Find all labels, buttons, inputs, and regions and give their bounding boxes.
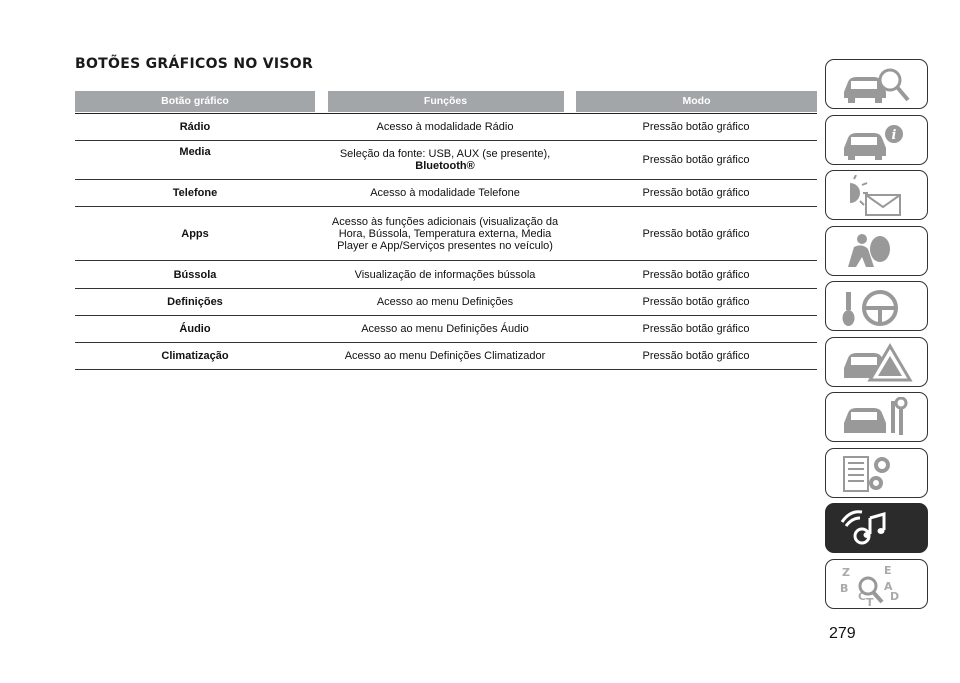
warning-light-message-icon: [840, 175, 916, 217]
table-row: [75, 261, 817, 289]
chapter-tab-starting-driving[interactable]: [825, 281, 928, 331]
row-mode: Pressão botão gráfico: [642, 296, 750, 308]
car-wrench-icon: [840, 397, 916, 439]
index-letter: B: [840, 581, 849, 595]
function-line: Acesso ao menu Definições: [376, 296, 514, 308]
chapter-tab-safety-lights[interactable]: [825, 170, 928, 220]
car-search-icon: [840, 64, 916, 106]
row-function: [315, 350, 575, 362]
row-mode: Pressão botão gráfico: [642, 323, 750, 335]
multimedia-icon: [840, 508, 916, 550]
table-row: [75, 207, 817, 261]
index-letter: A: [884, 579, 893, 593]
function-line: Hora, Bússola, Temperatura externa, Media: [338, 227, 552, 240]
table-row: [75, 316, 817, 343]
chapter-tab-dashboard[interactable]: [825, 115, 928, 165]
table-row: [75, 114, 817, 141]
chapter-tab-emergency[interactable]: [825, 337, 928, 387]
row-function: [315, 216, 575, 252]
chapter-tab-safety[interactable]: [825, 226, 928, 276]
row-button-label: Apps: [181, 227, 209, 240]
header-button: Botão gráfico: [75, 91, 315, 112]
graphic-buttons-table: [75, 91, 817, 370]
index-search-icon: [840, 564, 916, 606]
row-mode: Pressão botão gráfico: [642, 350, 750, 362]
table-row: [75, 180, 817, 207]
chapter-tab-multimedia[interactable]: [825, 503, 928, 553]
header-functions: Funções: [328, 91, 564, 112]
row-button-label: Media: [179, 146, 211, 158]
row-button-label: Áudio: [179, 323, 211, 335]
row-button-label: Rádio: [179, 121, 211, 133]
row-button-label: Bússola: [173, 268, 217, 281]
index-letter: E: [884, 563, 892, 577]
row-button-label: Definições: [167, 296, 223, 308]
chapter-tab-specifications[interactable]: [825, 448, 928, 498]
steering-wheel-key-icon: [840, 286, 916, 328]
table-row: [75, 289, 817, 316]
function-line: Visualização de informações bússola: [354, 268, 536, 281]
car-info-icon: [840, 120, 916, 162]
index-letter: C: [858, 589, 867, 603]
table-row: [75, 141, 817, 180]
table-header: [75, 91, 817, 112]
function-line: Acesso ao menu Definições Climatizador: [344, 350, 546, 362]
row-mode: Pressão botão gráfico: [642, 268, 750, 281]
row-mode: Pressão botão gráfico: [642, 227, 750, 240]
function-line: Acesso às funções adicionais (visualização da: [331, 215, 559, 228]
car-emergency-warning-icon: [840, 342, 916, 384]
function-line: Acesso à modalidade Telefone: [370, 187, 520, 199]
function-line: Acesso ao menu Definições Áudio: [361, 323, 529, 335]
row-function: [315, 121, 575, 133]
row-function: [315, 187, 575, 199]
row-button-label: Telefone: [172, 187, 218, 199]
index-letter: T: [866, 595, 874, 606]
row-mode: Pressão botão gráfico: [642, 154, 750, 166]
svg-text:i: i: [891, 127, 897, 143]
index-letter: Z: [842, 565, 850, 579]
airbag-icon: [840, 231, 916, 273]
header-mode: Modo: [576, 91, 817, 112]
row-mode: Pressão botão gráfico: [642, 187, 750, 199]
chapter-tabs: [825, 59, 929, 614]
row-function: [315, 148, 575, 172]
row-function: [315, 323, 575, 335]
specifications-gear-icon: [840, 453, 916, 495]
function-line: Seleção da fonte: USB, AUX (se presente),: [339, 148, 551, 160]
row-function: [315, 269, 575, 281]
function-line: Acesso à modalidade Rádio: [376, 121, 514, 133]
function-line: Player e App/Serviços presentes no veículo): [337, 239, 553, 252]
index-letter: D: [890, 589, 900, 603]
chapter-tab-servicing[interactable]: [825, 392, 928, 442]
row-button-label: Climatização: [161, 350, 229, 362]
row-mode: Pressão botão gráfico: [642, 121, 750, 133]
function-line-bold: Bluetooth®: [415, 160, 475, 172]
table-row: [75, 343, 817, 370]
page-title: BOTÕES GRÁFICOS NO VISOR: [75, 56, 314, 72]
row-function: [315, 296, 575, 308]
chapter-tab-knowing-vehicle[interactable]: [825, 59, 928, 109]
page-number: 279: [829, 625, 856, 642]
chapter-tab-index[interactable]: [825, 559, 928, 609]
